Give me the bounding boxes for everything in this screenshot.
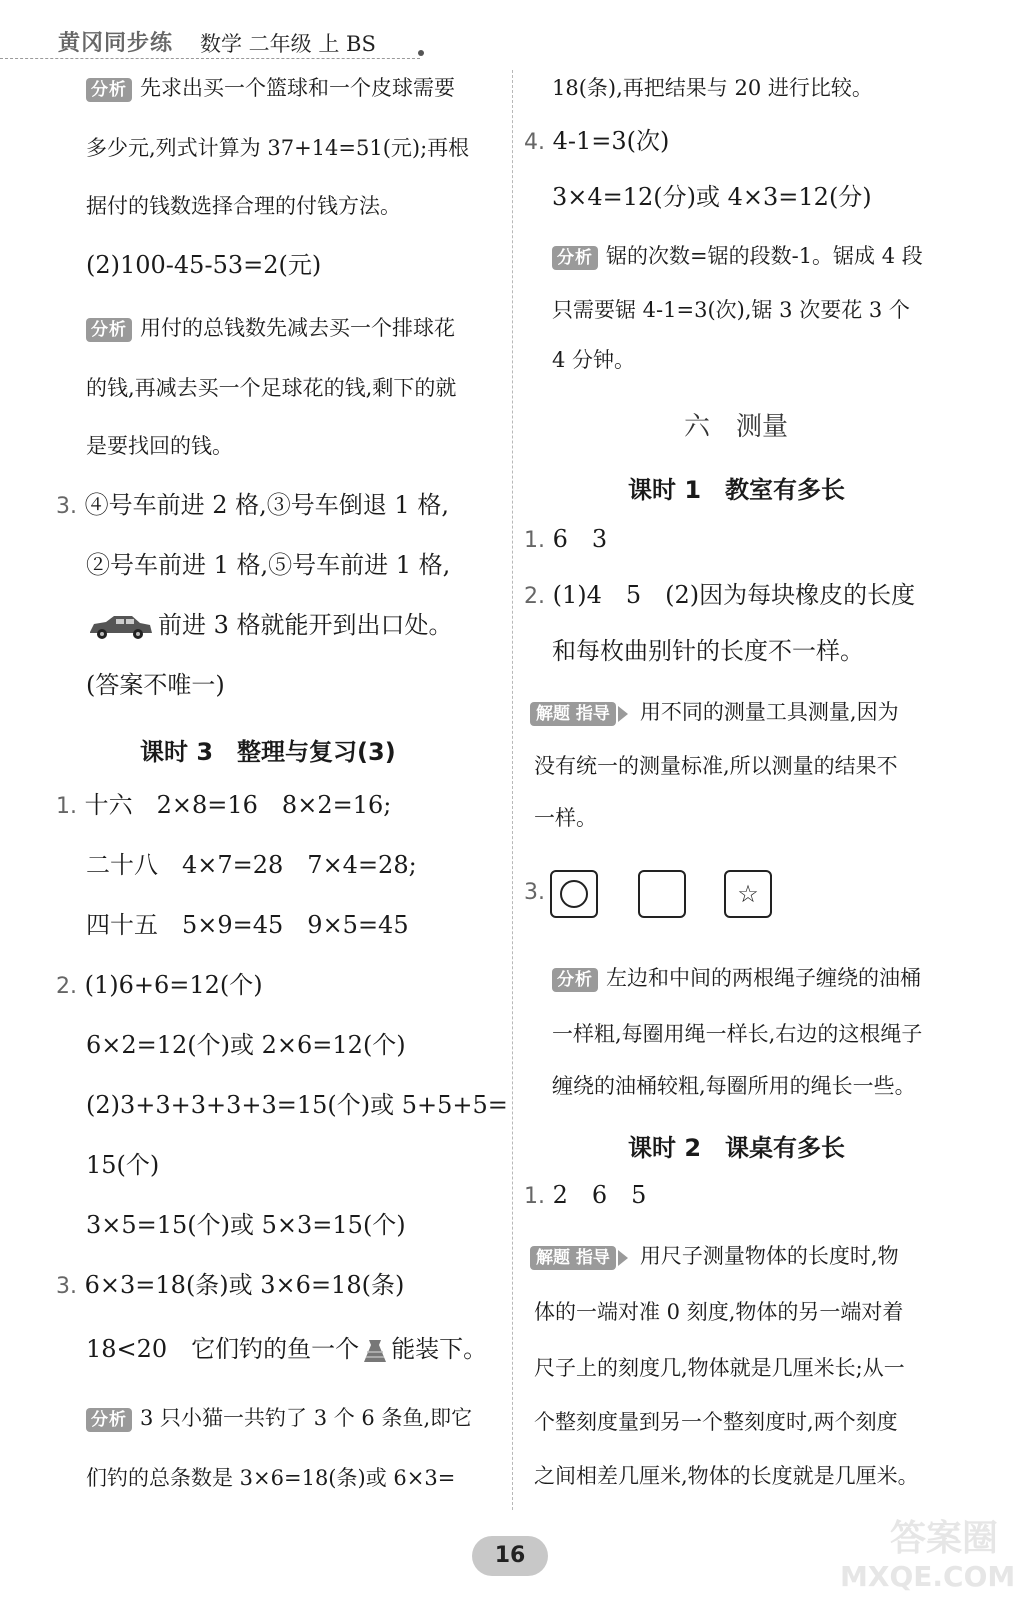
analysis-tag: 分析 bbox=[552, 246, 598, 270]
text-line: 没有统一的测量标准,所以测量的结果不 bbox=[534, 754, 898, 778]
note-analysis: 分析 3 只小猫一共钓了 3 个 6 条鱼,即它 bbox=[86, 1404, 472, 1432]
analysis-tag: 分析 bbox=[86, 318, 132, 342]
text-line: 18(条),再把结果与 20 进行比较。 bbox=[552, 76, 873, 100]
analysis-tag: 分析 bbox=[86, 78, 132, 102]
watermark: 答案圈 bbox=[890, 1518, 999, 1559]
chapter-heading: 六 测量 bbox=[684, 412, 789, 442]
answer-line: (2)3+3+3+3+3=15(个)或 5+5+5= bbox=[86, 1091, 508, 1119]
header-dot bbox=[418, 50, 424, 56]
text-line: 4 分钟。 bbox=[552, 348, 636, 372]
guide-tag: 解题 指导 bbox=[530, 702, 616, 726]
note-analysis: 分析 先求出买一个篮球和一个皮球需要 bbox=[86, 74, 455, 102]
star-icon: ☆ bbox=[737, 880, 759, 908]
note-analysis: 分析 左边和中间的两根绳子缠绕的油桶 bbox=[552, 964, 921, 992]
answer-line: 二十八 4×7=28 7×4=28; bbox=[86, 851, 417, 879]
brand-logo: 黄冈同步练 bbox=[58, 31, 174, 56]
page-number: 16 bbox=[472, 1536, 548, 1576]
question-2: 2. (1)6+6=12(个) bbox=[56, 971, 263, 999]
analysis-tag: 分析 bbox=[552, 968, 598, 992]
rope-star-shape bbox=[724, 870, 772, 918]
text-line: 体的一端对准 0 刻度,物体的另一端对着 bbox=[534, 1300, 904, 1324]
header-rule bbox=[0, 58, 420, 59]
answer-line: 6×2=12(个)或 2×6=12(个) bbox=[86, 1031, 406, 1059]
question-1: 1. 6 3 bbox=[524, 525, 608, 553]
question-3: 3. ④号车前进 2 格,③号车倒退 1 格, bbox=[56, 491, 449, 519]
text-line: 的钱,再减去买一个足球花的钱,剩下的就 bbox=[86, 376, 457, 400]
answer-line: 和每枚曲别针的长度不一样。 bbox=[552, 637, 864, 665]
text-line: 缠绕的油桶较粗,每圈所用的绳长一些。 bbox=[552, 1074, 916, 1098]
book-subtitle: 数学 二年级 上 BS bbox=[200, 32, 376, 56]
text-line: 据付的钱数选择合理的付钱方法。 bbox=[86, 194, 401, 218]
note-analysis: 分析 锯的次数=锯的段数-1。锯成 4 段 bbox=[552, 242, 923, 270]
text-line: 一样。 bbox=[534, 806, 597, 830]
note-guide: 解题 指导 用不同的测量工具测量,因为 bbox=[530, 698, 899, 726]
question-3: 3. 6×3=18(条)或 3×6=18(条) bbox=[56, 1271, 405, 1299]
car-icon bbox=[86, 612, 154, 642]
circle-icon bbox=[560, 880, 588, 908]
answer-note: (答案不唯一) bbox=[86, 671, 225, 699]
guide-tag: 解题 指导 bbox=[530, 1246, 616, 1270]
guide-arrow-icon bbox=[618, 706, 628, 722]
guide-arrow-icon bbox=[618, 1250, 628, 1266]
text-line: 之间相差几厘米,物体的长度就是几厘米。 bbox=[534, 1464, 919, 1488]
lesson-heading: 课时 2 课桌有多长 bbox=[628, 1134, 846, 1162]
note-guide: 解题 指导 用尺子测量物体的长度时,物 bbox=[530, 1242, 899, 1270]
answer-line: 15(个) bbox=[86, 1151, 160, 1179]
text-line: 多少元,列式计算为 37+14=51(元);再根 bbox=[86, 136, 470, 160]
text-line: 是要找回的钱。 bbox=[86, 434, 233, 458]
column-divider bbox=[512, 70, 513, 1510]
question-2: 2. (1)4 5 (2)因为每块橡皮的长度 bbox=[524, 581, 916, 609]
answer-line: 3×5=15(个)或 5×3=15(个) bbox=[86, 1211, 406, 1239]
text-line: 们钓的总条数是 3×6=18(条)或 6×3= bbox=[86, 1466, 456, 1490]
rope-empty-shape bbox=[638, 870, 686, 918]
question-3: 3. bbox=[524, 880, 545, 905]
answer-line: ②号车前进 1 格,⑤号车前进 1 格, bbox=[86, 551, 451, 579]
text-line: 尺子上的刻度几,物体就是几厘米长;从一 bbox=[534, 1356, 905, 1380]
question-4: 4. 4-1=3(次) bbox=[524, 127, 670, 155]
question-1: 1. 十六 2×8=16 8×2=16; bbox=[56, 791, 392, 819]
text-line: 只需要锯 4-1=3(次),锯 3 次要花 3 个 bbox=[552, 298, 910, 322]
answer-line: (2)100-45-53=2(元) bbox=[86, 251, 322, 279]
answer-line: 18<20 它们钓的鱼一个 能装下。 bbox=[86, 1334, 487, 1366]
answer-line: 前进 3 格就能开到出口处。 bbox=[86, 610, 453, 642]
text-line: 个整刻度量到另一个整刻度时,两个刻度 bbox=[534, 1410, 898, 1434]
note-analysis: 分析 用付的总钱数先减去买一个排球花 bbox=[86, 314, 455, 342]
answer-line: 四十五 5×9=45 9×5=45 bbox=[86, 911, 409, 939]
lesson-heading: 课时 3 整理与复习(3) bbox=[140, 738, 396, 766]
text-line: 一样粗,每圈用绳一样长,右边的这根绳子 bbox=[552, 1022, 923, 1046]
question-1: 1. 2 6 5 bbox=[524, 1181, 647, 1209]
fish-basket-icon bbox=[361, 1336, 389, 1366]
lesson-heading: 课时 1 教室有多长 bbox=[628, 476, 846, 504]
rope-circle-shape bbox=[550, 870, 598, 918]
page-header bbox=[0, 0, 1015, 62]
answer-line: 3×4=12(分)或 4×3=12(分) bbox=[552, 183, 872, 211]
analysis-tag: 分析 bbox=[86, 1408, 132, 1432]
watermark-url: MXQE.COM bbox=[840, 1560, 1015, 1593]
